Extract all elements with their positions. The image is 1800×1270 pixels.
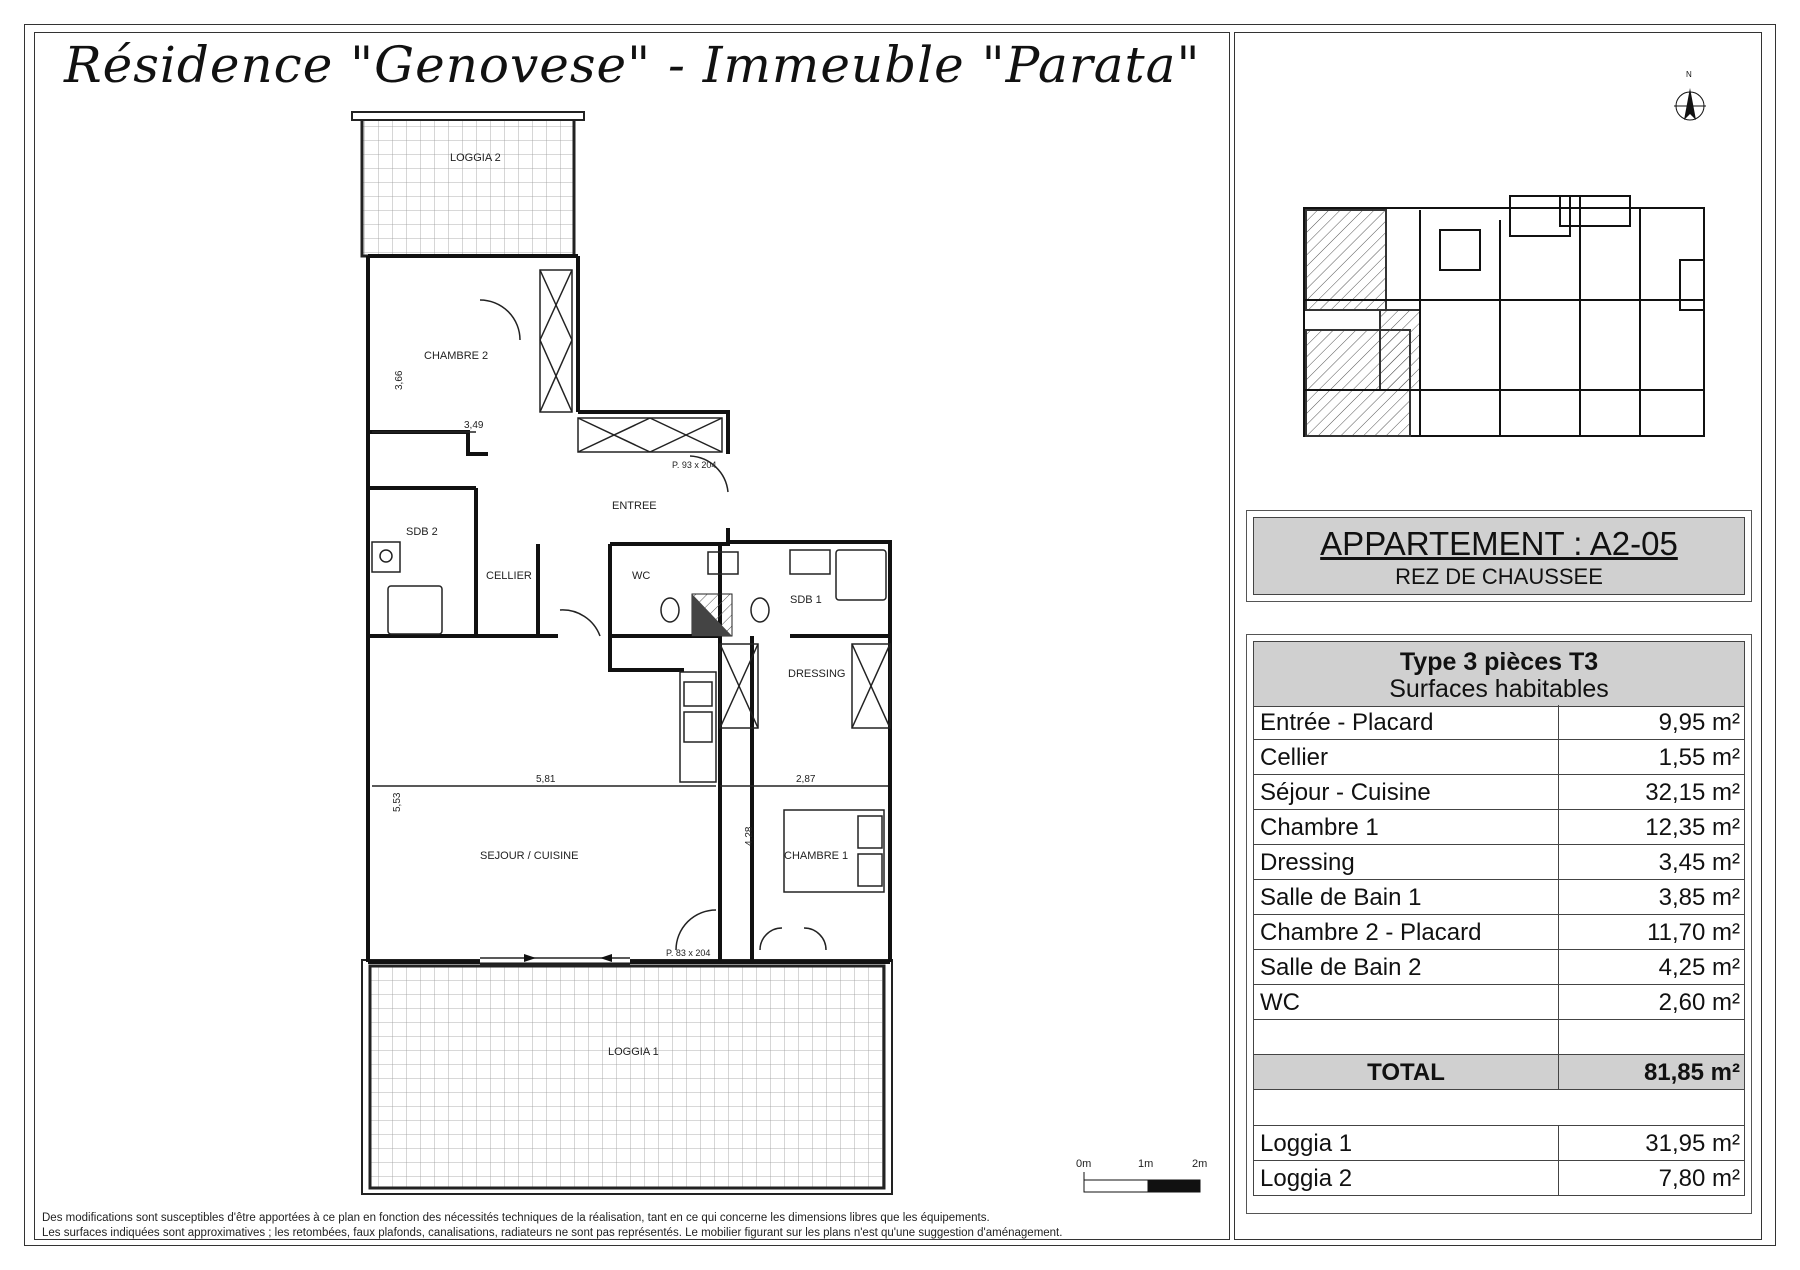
table-row [1253,705,1745,740]
scale-label-1m: 1m [1138,1158,1154,1170]
dimension-sejour-width: 5,81 [536,774,556,785]
row-value: 7,80 m² [1658,1165,1740,1192]
row-label: WC [1260,989,1300,1016]
table-row [1253,810,1745,845]
row-label: Salle de Bain 1 [1260,884,1422,911]
room-label-loggia-2: LOGGIA 2 [450,152,501,164]
surfaces-table [1246,634,1752,1214]
row-value: 11,70 m² [1647,919,1740,946]
row-label: Salle de Bain 2 [1260,954,1422,981]
table-row-loggia [1253,1126,1745,1161]
loggia-1-area [370,966,884,1188]
row-label: Chambre 2 - Placard [1260,919,1482,946]
dimension-chambre-1-width: 2,87 [796,774,816,785]
row-value: 2,60 m² [1658,989,1740,1016]
table-row [1253,950,1745,985]
table-row [1253,985,1745,1020]
disclaimer-line-2: Les surfaces indiquées sont approximatives ; les retombées, faux plafonds, canalisations, radiateurs ne sont pas représentés. Le mobilier figurant sur les plans n'est qu'une suggestion d'aménagement. [42,1227,1063,1239]
room-label-cellier: CELLIER [486,570,532,582]
apartment-floor: REZ DE CHAUSSEE [1395,564,1603,589]
row-label: Loggia 2 [1260,1165,1353,1192]
room-label-chambre-2: CHAMBRE 2 [424,350,489,362]
row-label: Dressing [1260,849,1355,876]
table-row [1253,845,1745,880]
row-label: Chambre 1 [1260,814,1379,841]
table-subtitle: Surfaces habitables [1389,675,1609,703]
row-value: 3,45 m² [1658,849,1740,876]
table-row-spacer [1253,1090,1745,1126]
row-value: 31,95 m² [1645,1130,1740,1157]
apartment-header-box [1246,510,1752,602]
row-value: 1,55 m² [1658,744,1740,771]
row-label: Loggia 1 [1260,1130,1353,1157]
row-value: 4,25 m² [1658,954,1740,981]
total-value: 81,85 m² [1643,1059,1740,1086]
room-label-chambre-1: CHAMBRE 1 [784,850,849,862]
dimension-sejour-height: 5,53 [392,792,403,812]
row-label: Entrée - Placard [1260,709,1434,736]
document-title: Résidence "Genovese" - Immeuble "Parata" [64,36,1201,94]
apartment-title: APPARTEMENT : A2-05 [1320,525,1678,562]
table-row [1253,775,1745,810]
room-label-sejour: SEJOUR / CUISINE [480,850,579,862]
door-label-sejour: P. 83 x 204 [666,948,711,958]
table-row-spacer [1253,1020,1745,1055]
dimension-chambre-2-width: 3,49 [464,420,484,431]
door-label-entree: P. 93 x 204 [672,460,717,470]
table-row-total [1253,1055,1745,1090]
north-arrow-icon [1672,70,1708,130]
total-label: TOTAL [1367,1059,1445,1086]
table-row [1253,740,1745,775]
surfaces-table-header [1253,641,1745,707]
scale-label-2m: 2m [1192,1158,1208,1170]
row-value: 3,85 m² [1658,884,1740,911]
disclaimer-line-1: Des modifications sont susceptibles d'être apportées à ce plan en fonction des nécessités techniques de la réalisation, tant en ce qui concerne les dimensions libres que les équipements. [42,1212,990,1224]
room-label-sdb-2: SDB 2 [406,526,438,538]
room-label-sdb-1: SDB 1 [790,594,822,606]
row-value: 32,15 m² [1645,779,1740,806]
row-value: 12,35 m² [1645,814,1740,841]
room-label-wc: WC [632,570,651,582]
room-label-dressing: DRESSING [788,668,846,680]
loggia-2-area [362,118,574,256]
room-label-entree: ENTREE [612,500,657,512]
room-label-loggia-1: LOGGIA 1 [608,1046,659,1058]
row-label: Séjour - Cuisine [1260,779,1431,806]
building-key-plan [1304,196,1704,436]
north-label: N [1686,70,1692,79]
table-title: Type 3 pièces T3 [1399,648,1599,676]
scale-bar [1084,1172,1200,1192]
dimension-chambre-1-height: 4,28 [744,826,755,846]
table-row-loggia [1253,1161,1745,1196]
dimension-chambre-2-height: 3,66 [394,370,405,390]
scale-label-0m: 0m [1076,1158,1092,1170]
table-row [1253,880,1745,915]
row-label: Cellier [1260,744,1329,771]
table-row [1253,915,1745,950]
row-value: 9,95 m² [1658,709,1740,736]
